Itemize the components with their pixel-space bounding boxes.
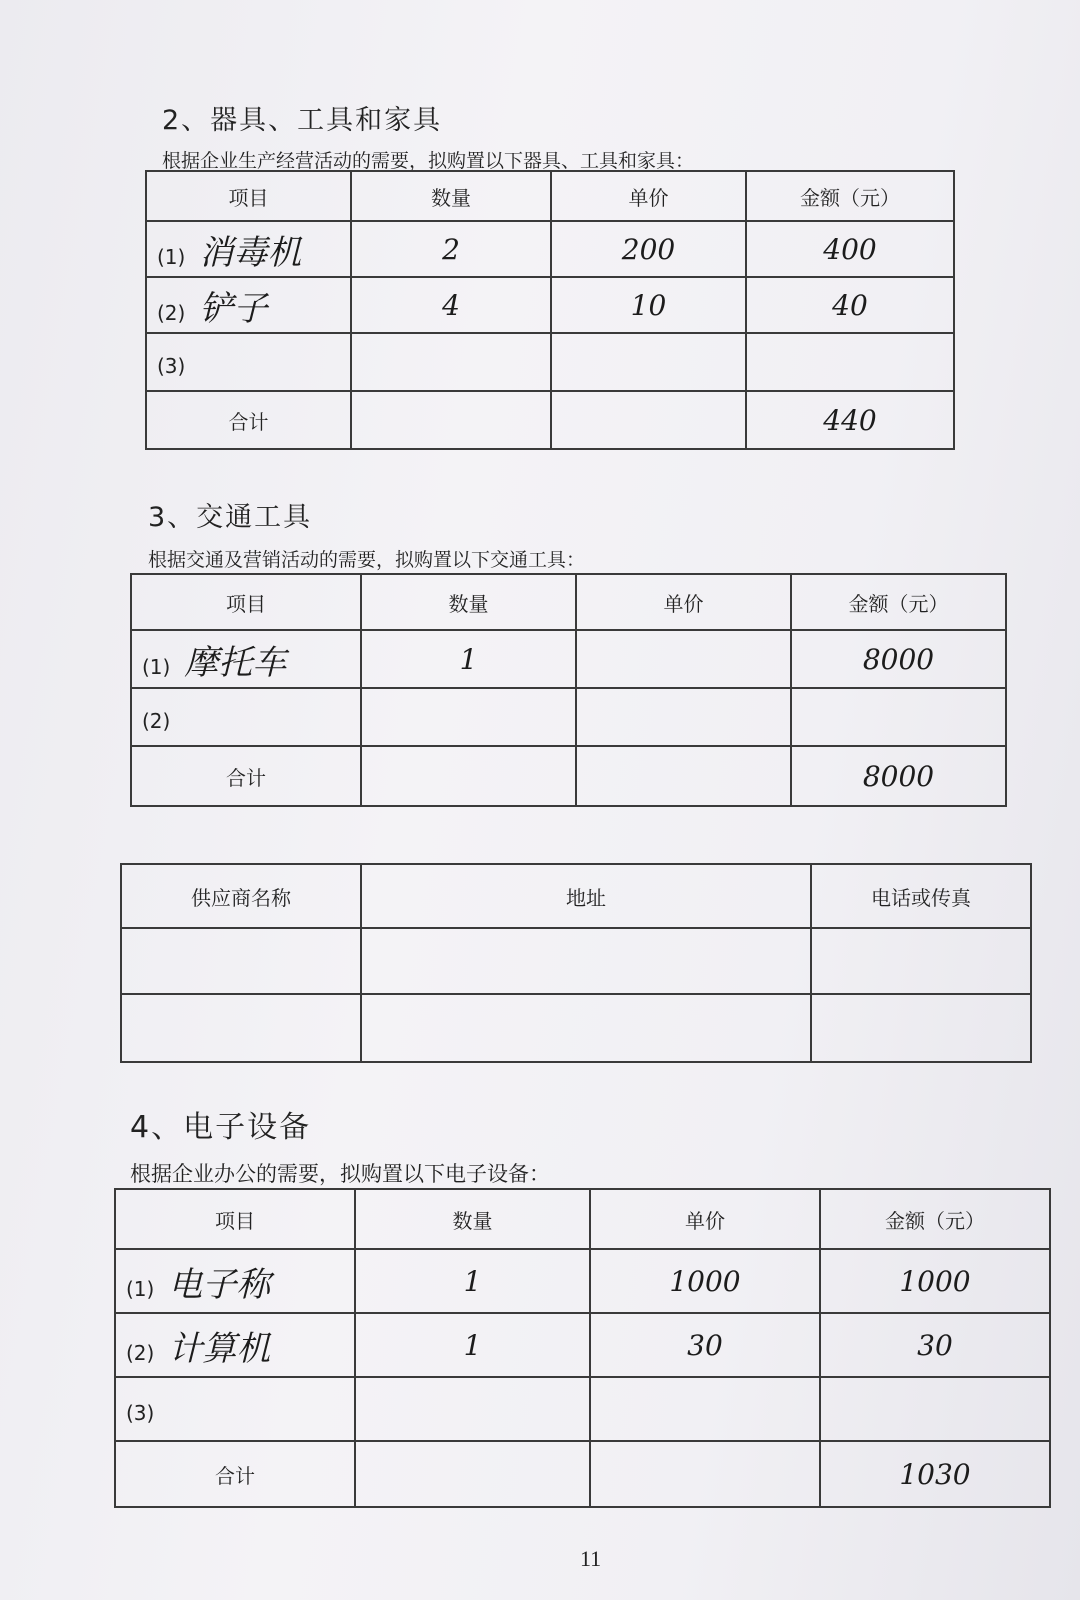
header-unit-price: 单价 — [576, 574, 791, 630]
amount-cell — [820, 1377, 1050, 1441]
total-amount: 1030 — [820, 1441, 1050, 1507]
header-quantity: 数量 — [355, 1189, 590, 1249]
table-row — [115, 1377, 1050, 1441]
quantity-cell — [355, 1377, 590, 1441]
row-number: (1) — [142, 654, 171, 679]
header-item: 项目 — [131, 574, 361, 630]
section-4-intro: 根据企业办公的需要，拟购置以下电子设备： — [130, 1162, 550, 1186]
total-row — [146, 391, 954, 449]
vehicles-table — [130, 573, 1007, 807]
header-item: 项目 — [115, 1189, 355, 1249]
header-amount: 金额（元） — [791, 574, 1006, 630]
total-row — [115, 1441, 1050, 1507]
header-amount: 金额（元） — [820, 1189, 1050, 1249]
electronics-table — [114, 1188, 1051, 1508]
total-row — [131, 746, 1006, 806]
section-2-title: 2、器具、工具和家具 — [162, 105, 443, 136]
amount-cell — [791, 688, 1006, 746]
amount-cell: 400 — [746, 221, 954, 277]
item-name: 铲子 — [199, 288, 268, 329]
amount-cell — [746, 333, 954, 391]
item-name: 电子称 — [168, 1264, 271, 1305]
section-4-title: 4、电子设备 — [130, 1110, 312, 1145]
total-label: 合计 — [131, 746, 361, 806]
quantity-cell: 1 — [355, 1313, 590, 1377]
amount-cell: 1000 — [820, 1249, 1050, 1313]
quantity-cell: 2 — [351, 221, 551, 277]
table-row — [121, 994, 1031, 1062]
table-row — [121, 928, 1031, 994]
unit-price-cell — [576, 630, 791, 688]
amount-cell: 30 — [820, 1313, 1050, 1377]
section-3-intro: 根据交通及营销活动的需要，拟购置以下交通工具： — [148, 549, 586, 571]
item-name: 摩托车 — [184, 642, 287, 683]
header-unit-price: 单价 — [551, 171, 746, 221]
header-supplier-name: 供应商名称 — [121, 864, 361, 928]
quantity-cell — [361, 688, 576, 746]
row-number: (2) — [126, 1340, 155, 1365]
table-row — [146, 221, 954, 277]
table-row — [115, 1313, 1050, 1377]
total-amount: 8000 — [791, 746, 1006, 806]
table-row — [115, 1249, 1050, 1313]
total-label: 合计 — [115, 1441, 355, 1507]
unit-price-cell: 30 — [590, 1313, 820, 1377]
table-row — [146, 333, 954, 391]
table-row — [131, 688, 1006, 746]
header-quantity: 数量 — [351, 171, 551, 221]
unit-price-cell: 10 — [551, 277, 746, 333]
header-amount: 金额（元） — [746, 171, 954, 221]
section-3-title: 3、交通工具 — [148, 502, 313, 533]
row-number: (1) — [126, 1276, 155, 1301]
tools-table — [145, 170, 955, 450]
section-2-intro: 根据企业生产经营活动的需要，拟购置以下器具、工具和家具： — [162, 150, 695, 172]
item-name: 计算机 — [168, 1328, 271, 1369]
header-item: 项目 — [146, 171, 351, 221]
unit-price-cell — [590, 1377, 820, 1441]
total-label: 合计 — [146, 391, 351, 449]
header-phone-fax: 电话或传真 — [811, 864, 1031, 928]
table-row — [146, 277, 954, 333]
page-number: 11 — [580, 1546, 602, 1571]
quantity-cell — [351, 333, 551, 391]
row-number: (2) — [142, 709, 171, 733]
total-amount: 440 — [746, 391, 954, 449]
table-row — [131, 630, 1006, 688]
amount-cell: 8000 — [791, 630, 1006, 688]
item-name: 消毒机 — [199, 232, 302, 273]
row-number: (3) — [157, 354, 186, 378]
amount-cell: 40 — [746, 277, 954, 333]
unit-price-cell: 200 — [551, 221, 746, 277]
unit-price-cell: 1000 — [590, 1249, 820, 1313]
unit-price-cell — [576, 688, 791, 746]
quantity-cell: 4 — [351, 277, 551, 333]
row-number: (1) — [157, 244, 186, 269]
header-quantity: 数量 — [361, 574, 576, 630]
quantity-cell: 1 — [361, 630, 576, 688]
unit-price-cell — [551, 333, 746, 391]
quantity-cell: 1 — [355, 1249, 590, 1313]
header-address: 地址 — [361, 864, 811, 928]
supplier-table — [120, 863, 1032, 1063]
header-unit-price: 单价 — [590, 1189, 820, 1249]
row-number: (2) — [157, 300, 186, 325]
row-number: (3) — [126, 1401, 155, 1425]
